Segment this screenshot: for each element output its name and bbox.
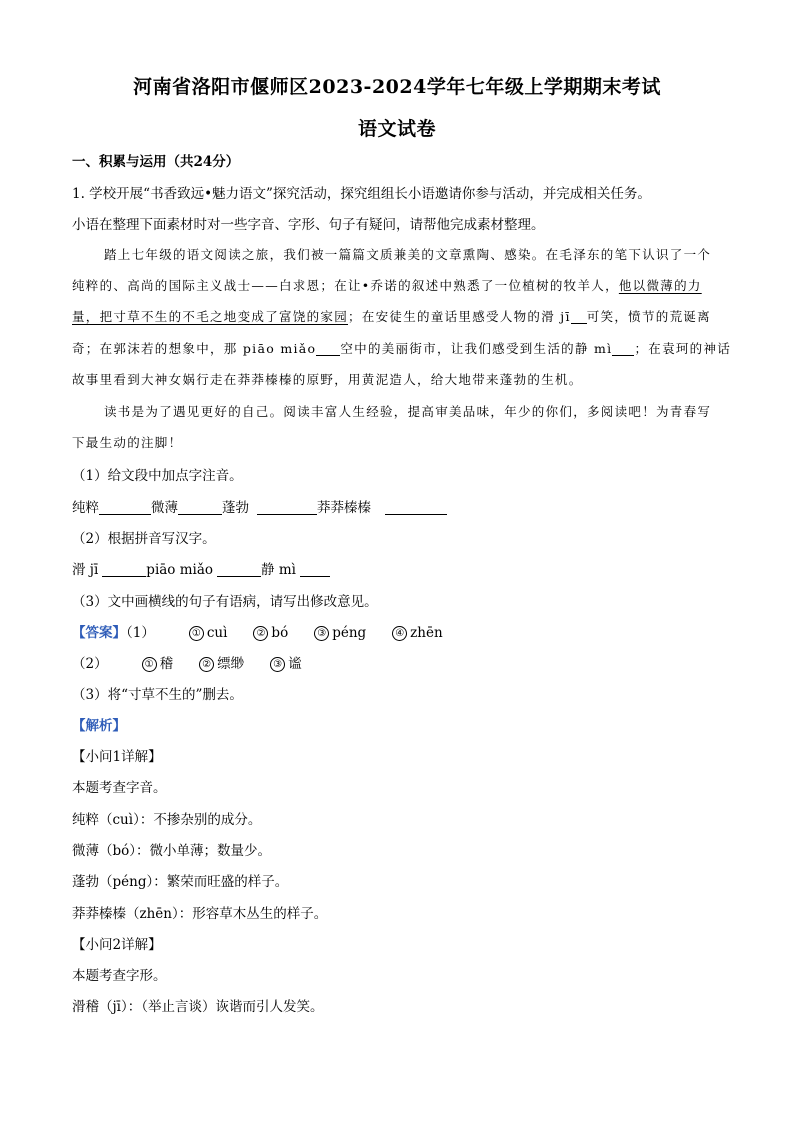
passage-line: 故事里看到大神女娲行走在莽莽榛榛的原野，用黄泥造人，给大地带来蓬勃的生机。 xyxy=(72,372,583,387)
answer-item: 缥缈 xyxy=(217,656,245,672)
analysis-text: 本题考查字形。 xyxy=(72,968,167,984)
circled-number: ③ xyxy=(314,626,329,641)
answer-blank[interactable] xyxy=(612,341,634,356)
analysis-heading: 【小问2详解】 xyxy=(72,937,162,953)
circled-number: ④ xyxy=(392,626,407,641)
word: 蓬勃 xyxy=(222,500,249,516)
answer-blank[interactable] xyxy=(300,562,330,577)
analysis-explanation: 微薄（bó）：微小单薄；数量少。 xyxy=(72,843,272,859)
answer-blank[interactable] xyxy=(178,500,222,515)
analysis-text: 本题考查字音。 xyxy=(72,780,167,796)
pinyin-prompt: 静 mì xyxy=(261,562,296,578)
subquestion-label: （3）文中画横线的句子有语病，请写出修改意见。 xyxy=(72,594,378,610)
analysis-explanation: 滑稽（jī）：（举止言谈）诙谐而引人发笑。 xyxy=(72,999,324,1015)
underlined-sentence: 量，把寸草不生的不毛之地变成了富饶的家园 xyxy=(72,309,349,324)
passage-text: ；在袁珂的神话 xyxy=(634,341,732,356)
answer-blank[interactable] xyxy=(316,341,340,356)
exam-title: 河南省洛阳市偃师区2023-2024学年七年级上学期期末考试 xyxy=(133,76,661,98)
circled-number: ② xyxy=(199,657,214,672)
pinyin-prompt: piāo miǎo xyxy=(146,562,214,578)
answer-row-2 xyxy=(72,652,302,672)
answer-blank[interactable] xyxy=(257,500,317,515)
answer-num: （2） xyxy=(72,656,108,672)
answer-blank[interactable] xyxy=(99,500,151,515)
analysis-explanation: 莽莽榛榛（zhēn）：形容草木丛生的样子。 xyxy=(72,906,328,922)
analysis-heading: 【小问1详解】 xyxy=(72,749,162,765)
answer-blank[interactable] xyxy=(102,562,146,577)
exam-subtitle: 语文试卷 xyxy=(357,118,436,140)
passage-text: 可笑，愤节的荒诞离 xyxy=(586,309,711,324)
circled-number: ③ xyxy=(270,657,285,672)
answer-blank[interactable] xyxy=(571,309,587,324)
word: 纯粹 xyxy=(72,500,99,516)
passage-line: 踏上七年级的语文阅读之旅，我们被一篇篇文质兼美的文章熏陶、感染。在毛泽东的笔下认识了一个 xyxy=(104,247,712,262)
answer-item: 谧 xyxy=(288,656,302,672)
analysis-explanation: 蓬勃（péng）：繁荣而旺盛的样子。 xyxy=(72,874,289,890)
passage-line: 下最生动的注脚！ xyxy=(72,435,183,450)
question-stem: 1. 学校开展“书香致远•魅力语文”探究活动，探究组组长小语邀请你参与活动，并完成相关任务。 xyxy=(72,186,651,202)
passage-text: 空中的美丽街市，让我们感受到生活的静 mì xyxy=(340,341,613,356)
circled-number: ① xyxy=(189,626,204,641)
passage-text: ；在安徒生的童话里感受人物的滑 jī xyxy=(348,309,571,324)
pinyin-fill-row xyxy=(72,496,447,516)
question-intro: 小语在整理下面素材时对一些字音、字形、句子有疑问，请帮他完成素材整理。 xyxy=(72,217,545,233)
answer-tag: 【答案】 xyxy=(72,625,126,641)
passage-line xyxy=(72,276,702,294)
word: 微薄 xyxy=(151,500,178,516)
answer-item: zhēn xyxy=(410,625,443,641)
circled-number: ① xyxy=(142,657,157,672)
passage-text: 纯粹的、高尚的国际主义战士——白求恩；在让•乔诺的叙述中熟悉了一位植树的牧羊人， xyxy=(72,278,619,293)
answer-row-1 xyxy=(72,621,443,641)
subquestion-label: （1）给文段中加点字注音。 xyxy=(72,468,243,484)
passage-line xyxy=(72,339,731,357)
underlined-sentence: 他以微薄的力 xyxy=(618,278,702,293)
passage-line: 读书是为了遇见更好的自己。阅读丰富人生经验，提高审美品味，年少的你们，多阅读吧！为青春写 xyxy=(104,404,712,419)
answer-item: péng xyxy=(332,625,367,641)
answer-blank[interactable] xyxy=(217,562,261,577)
passage-line xyxy=(72,307,711,325)
answer-item: cuì xyxy=(206,625,228,641)
section-heading: 一、积累与运用（共24分） xyxy=(72,154,240,170)
answer-item: bó xyxy=(271,625,289,641)
subquestion-label: （2）根据拼音写汉字。 xyxy=(72,531,216,547)
answer-row-3: （3）将“寸草不生的”删去。 xyxy=(72,687,243,703)
analysis-explanation: 纯粹（cuì）：不掺杂别的成分。 xyxy=(72,812,262,828)
answer-blank[interactable] xyxy=(385,500,447,515)
circled-number: ② xyxy=(253,626,268,641)
answer-num: （1） xyxy=(126,625,155,641)
hanzi-fill-row xyxy=(72,558,330,578)
analysis-tag: 【解析】 xyxy=(72,718,126,734)
pinyin-prompt: 滑 jī xyxy=(72,562,99,578)
passage-text: 奇；在郭沫若的想象中，那 piāo miǎo xyxy=(72,341,317,356)
answer-item: 稽 xyxy=(159,656,174,672)
word: 莽莽榛榛 xyxy=(317,500,371,516)
